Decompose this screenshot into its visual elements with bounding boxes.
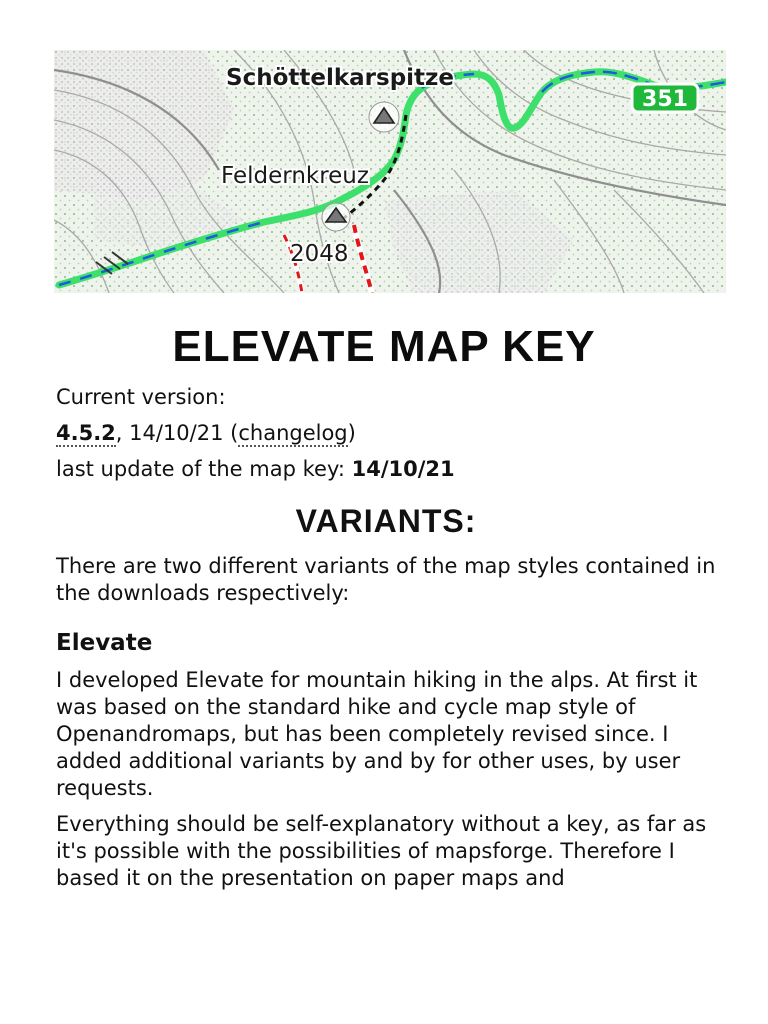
changelog-link[interactable]: changelog (238, 421, 348, 445)
version-date: , 14/10/21 ( (115, 421, 239, 445)
page-title: ELEVATE MAP KEY (172, 322, 596, 371)
variants-intro: There are two different variants of the map styles contained in the downloads respectively: (56, 554, 716, 605)
main-content (56, 384, 716, 901)
peak-label-schoettelkarspitze: Schöttelkarspitze (226, 65, 455, 91)
variants-heading: VARIANTS: (295, 503, 477, 539)
update-date: 14/10/21 (351, 457, 455, 481)
update-label: last update of the map key: (56, 457, 352, 481)
elevate-paragraph-1: I developed Elevate for mountain hiking in the alps. At first it was based on the standard hike and cycle map style of Openandromaps, but has been completely revised since. I added additional variants by and by for other uses, by user requests. (56, 668, 698, 800)
current-version-label: Current version: (56, 385, 226, 409)
update-line (56, 456, 716, 483)
elevate-paragraph-2: Everything should be self-explanatory without a key, as far as it's possible with the possibilities of mapsforge. Therefore I based it on the presentation on paper maps and (56, 812, 707, 890)
version-line (56, 420, 716, 447)
elevate-heading: Elevate (56, 630, 153, 656)
map-preview-image (54, 50, 726, 293)
route-number-badge: 351 (642, 87, 688, 112)
peak-label-feldernkreuz: Feldernkreuz (221, 163, 369, 189)
elevation-label: 2048 (290, 241, 349, 267)
version-number-link[interactable]: 4.5.2 (56, 421, 116, 445)
version-close-paren: ) (347, 421, 356, 445)
